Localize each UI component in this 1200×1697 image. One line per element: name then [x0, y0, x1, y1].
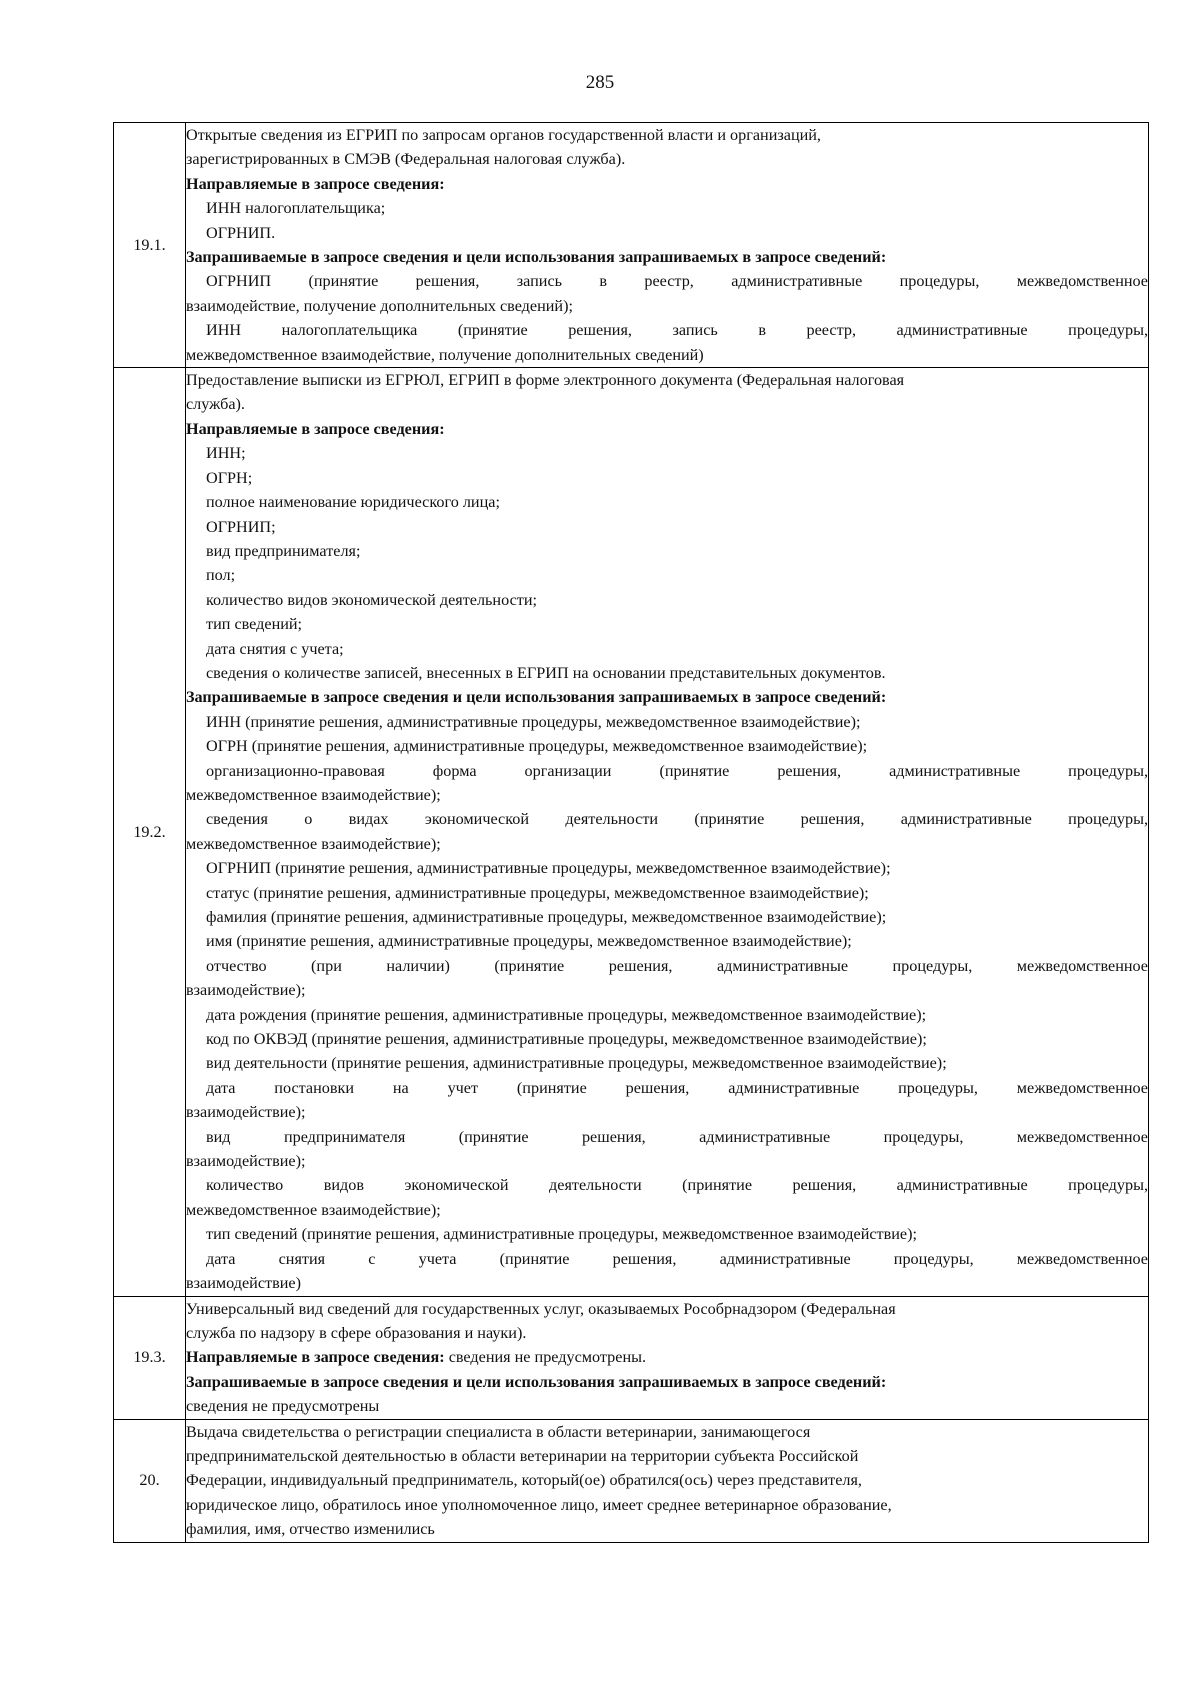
page-number: 285 [585, 72, 615, 93]
sent-item: ОГРНИП; [206, 517, 276, 536]
service-title-line: фамилия, имя, отчество изменились [186, 1520, 435, 1539]
requested-item-line: межведомственное взаимодействие); [186, 1200, 441, 1219]
requested-item-line: дата рождения (принятие решения, административные процедуры, межведомственное взаимодействие); [206, 1005, 927, 1024]
sent-item: пол; [206, 566, 236, 585]
row-content [186, 1296, 1149, 1419]
service-title-line: юридическое лицо, обратилось иное уполномоченное лицо, имеет среднее ветеринарное образование, [186, 1495, 892, 1514]
table-row [114, 123, 1149, 368]
requested-heading: Запрашиваемые в запросе сведения и цели использования запрашиваемых в запросе сведений: [186, 1372, 887, 1391]
requested-item-line: ИНН (принятие решения, административные процедуры, межведомственное взаимодействие); [206, 712, 861, 731]
requested-item-line: ОГРНИП (принятие решения, административные процедуры, межведомственное взаимодействие); [206, 859, 891, 878]
requested-item-line: тип сведений (принятие решения, административные процедуры, межведомственное взаимодействие); [206, 1225, 917, 1244]
row-number: 19.1. [114, 123, 186, 368]
requested-item-line: вид деятельности (принятие решения, административные процедуры, межведомственное взаимодействие); [206, 1054, 947, 1073]
requested-item-line: дата снятия с учета (принятие решения, административные процедуры, межведомственное [206, 1249, 1148, 1268]
requested-item-line: организационно-правовая форма организации (принятие решения, административные процедуры, [206, 761, 1148, 780]
sent-item: количество видов экономической деятельности; [206, 590, 538, 609]
service-title-line: Федерации, индивидуальный предприниматель, который(ое) обратился(ось) через представителя, [186, 1471, 862, 1490]
requested-item-line: межведомственное взаимодействие); [186, 785, 441, 804]
sent-item: сведения о количестве записей, внесенных в ЕГРИП на основании представительных документов. [206, 663, 886, 682]
requested-item-line: межведомственное взаимодействие, получение дополнительных сведений) [186, 345, 704, 364]
table-row [114, 1419, 1149, 1542]
requested-item-line: имя (принятие решения, административные процедуры, межведомственное взаимодействие); [206, 932, 852, 951]
requested-item-line: вид предпринимателя (принятие решения, административные процедуры, межведомственное [206, 1127, 1148, 1146]
requested-item-line: взаимодействие) [186, 1274, 301, 1293]
requested-plain: сведения не предусмотрены [186, 1397, 380, 1416]
table-row [114, 368, 1149, 1296]
service-title-line: Открытые сведения из ЕГРИП по запросам органов государственной власти и организаций, [186, 126, 821, 144]
sent-heading: Направляемые в запросе сведения: [186, 174, 445, 193]
service-title-line: Предоставление выписки из ЕГРЮЛ, ЕГРИП в форме электронного документа (Федеральная налоговая [186, 371, 905, 390]
requested-heading: Запрашиваемые в запросе сведения и цели использования запрашиваемых в запросе сведений: [186, 688, 887, 707]
sent-item: ОГРН; [206, 468, 253, 487]
sent-item: дата снятия с учета; [206, 639, 344, 658]
row-content [186, 368, 1149, 1296]
row-number: 19.2. [114, 368, 186, 1296]
sent-item: вид предпринимателя; [206, 541, 361, 560]
service-title-line: зарегистрированных в СМЭВ (Федеральная налоговая служба). [186, 150, 626, 169]
requested-item-line: ИНН налогоплательщика (принятие решения, запись в реестр, административные процедуры, [206, 321, 1148, 340]
service-title-line: Выдача свидетельства о регистрации специалиста в области ветеринарии, занимающегося [186, 1422, 811, 1441]
requested-item-line: взаимодействие); [186, 1152, 306, 1171]
requested-item-line: взаимодействие); [186, 1103, 306, 1122]
requested-item-line: межведомственное взаимодействие); [186, 834, 441, 853]
requested-heading: Запрашиваемые в запросе сведения и цели использования запрашиваемых в запросе сведений: [186, 248, 887, 267]
sent-heading: Направляемые в запросе сведения: [186, 1348, 445, 1367]
requested-item-line: количество видов экономической деятельности (принятие решения, административные процедуры, [206, 1176, 1148, 1195]
sent-item: ИНН; [206, 444, 246, 463]
table-row [114, 1296, 1149, 1419]
requested-item-line: сведения о видах экономической деятельности (принятие решения, административные процедуры, [206, 810, 1148, 829]
sent-item: ИНН налогоплательщика; [206, 199, 386, 218]
requested-item-line: ОГРНИП (принятие решения, запись в реестр, административные процедуры, межведомственное [206, 272, 1148, 291]
sent-item: ОГРНИП. [206, 223, 276, 242]
requested-item-line: отчество (при наличии) (принятие решения, административные процедуры, межведомственное [206, 956, 1148, 975]
sent-item: полное наименование юридического лица; [206, 493, 500, 512]
requested-item-line: дата постановки на учет (принятие решения, административные процедуры, межведомственное [206, 1078, 1148, 1097]
service-title-line: предпринимательской деятельностью в области ветеринарии на территории субъекта Российской [186, 1446, 859, 1465]
row-content [186, 123, 1149, 368]
sent-heading: Направляемые в запросе сведения: [186, 419, 445, 438]
service-title-line: служба по надзору в сфере образования и науки). [186, 1323, 527, 1342]
requested-item-line: фамилия (принятие решения, административные процедуры, межведомственное взаимодействие); [206, 908, 887, 926]
sent-line [186, 1345, 1148, 1369]
service-title-line: Универсальный вид сведений для государственных услуг, оказываемых Рособрнадзором (Федеральная [186, 1299, 896, 1318]
row-number: 19.3. [114, 1296, 186, 1419]
row-content [186, 1419, 1149, 1542]
requested-item-line: взаимодействие); [186, 981, 306, 1000]
requested-item-line: взаимодействие, получение дополнительных сведений); [186, 296, 573, 315]
row-number: 20. [114, 1419, 186, 1542]
sent-item: тип сведений; [206, 615, 303, 634]
requested-item-line: ОГРН (принятие решения, административные процедуры, межведомственное взаимодействие); [206, 737, 868, 756]
service-title-line: служба). [186, 395, 245, 414]
services-table [113, 122, 1149, 1543]
sent-inline-value: сведения не предусмотрены. [444, 1348, 647, 1367]
requested-item-line: код по ОКВЭД (принятие решения, административные процедуры, межведомственное взаимодействие); [206, 1030, 927, 1049]
requested-item-line: статус (принятие решения, административные процедуры, межведомственное взаимодействие); [206, 883, 869, 902]
